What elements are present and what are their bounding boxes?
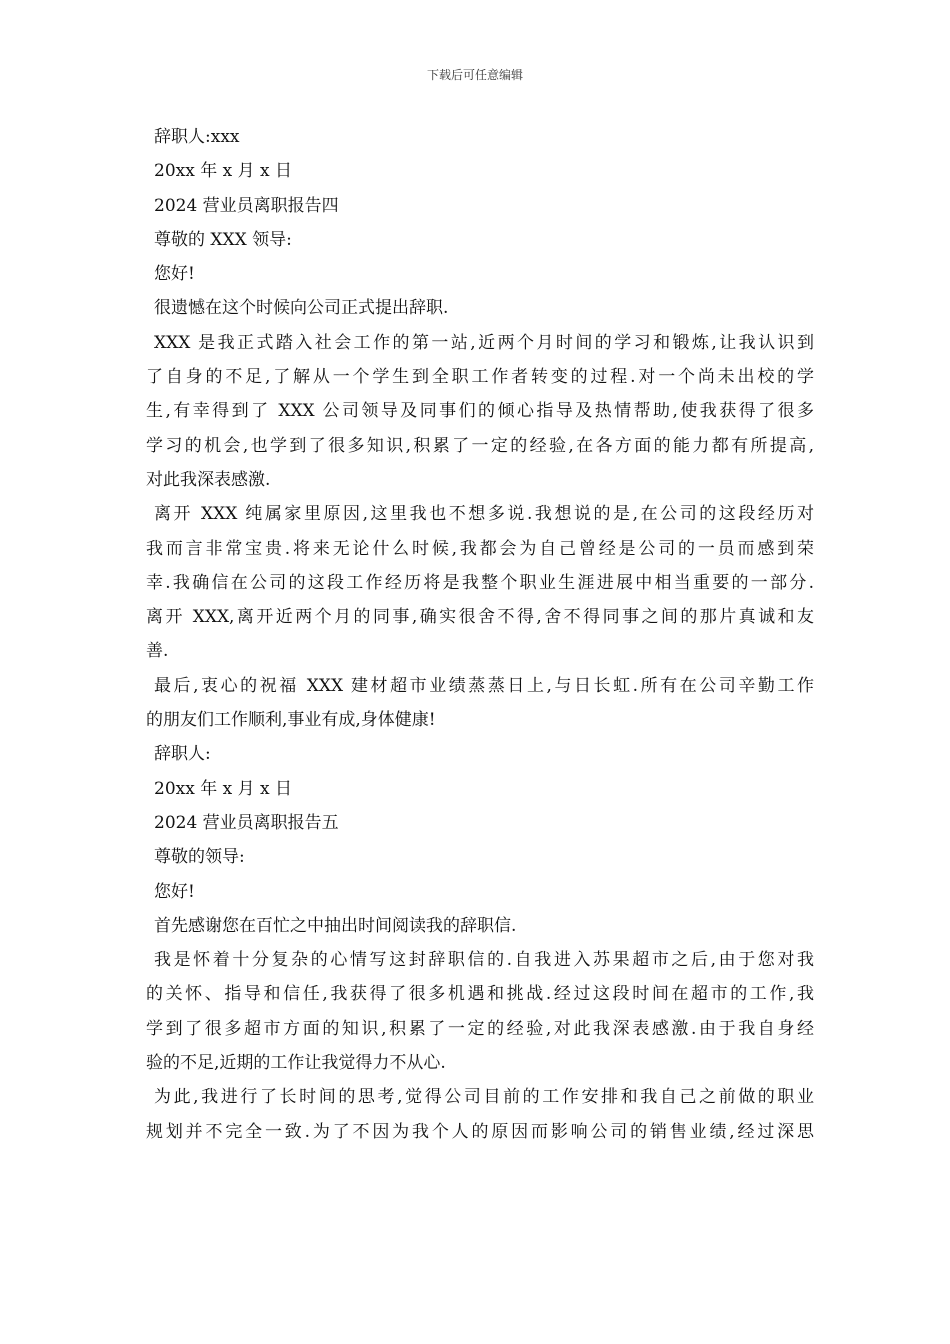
text-line: 学习的机会,也学到了很多知识,积累了一定的经验,在各方面的能力都有所提高, (146, 435, 814, 456)
text-line: 我是怀着十分复杂的心情写这封辞职信的.自我进入苏果超市之后,由于您对我 (154, 950, 814, 971)
text-line: 辞职人: (154, 744, 211, 765)
text-line: 对此我深表感激. (146, 469, 271, 490)
text-line: 离开 XXX,离开近两个月的同事,确实很舍不得,舍不得同事之间的那片真诚和友 (146, 607, 814, 628)
text-line: 20xx 年 x 月 x 日 (154, 161, 293, 182)
text-line: 学到了很多超市方面的知识,积累了一定的经验,对此我深表感激.由于我自身经 (146, 1018, 814, 1039)
text-line: 我而言非常宝贵.将来无论什么时候,我都会为自己曾经是公司的一员而感到荣 (146, 538, 814, 559)
text-line: 验的不足,近期的工作让我觉得力不从心. (146, 1053, 446, 1074)
text-line: 很遗憾在这个时候向公司正式提出辞职. (154, 298, 449, 319)
text-line: 为此,我进行了长时间的思考,觉得公司目前的工作安排和我自己之前做的职业 (154, 1087, 814, 1108)
text-line: 您好! (154, 264, 195, 285)
text-line: 尊敬的领导: (154, 847, 245, 868)
document-body (146, 120, 814, 1149)
text-line: 您好! (154, 881, 195, 902)
text-line: 首先感谢您在百忙之中抽出时间阅读我的辞职信. (154, 915, 517, 936)
text-line: 幸.我确信在公司的这段工作经历将是我整个职业生涯进展中相当重要的一部分. (146, 572, 814, 593)
text-line: 的关怀、指导和信任,我获得了很多机遇和挑战.经过这段时间在超市的工作,我 (146, 984, 814, 1005)
text-line: 辞职人:xxx (154, 127, 240, 147)
text-line: 善. (146, 641, 169, 662)
text-line: 的朋友们工作顺利,事业有成,身体健康! (146, 710, 436, 731)
text-line: 离开 XXX 纯属家里原因,这里我也不想多说.我想说的是,在公司的这段经历对 (154, 504, 814, 525)
text-line: 20xx 年 x 月 x 日 (154, 778, 293, 799)
text-line: XXX 是我正式踏入社会工作的第一站,近两个月时间的学习和锻炼,让我认识到 (154, 332, 814, 353)
text-line: 生,有幸得到了 XXX 公司领导及同事们的倾心指导及热情帮助,使我获得了很多 (146, 401, 814, 422)
text-line: 尊敬的 XXX 领导: (154, 229, 292, 250)
page-header: 下载后可任意编辑 (426, 68, 523, 82)
text-line: 最后,衷心的祝福 XXX 建材超市业绩蒸蒸日上,与日长虹.所有在公司辛勤工作 (154, 675, 814, 696)
text-line: 规划并不完全一致.为了不因为我个人的原因而影响公司的销售业绩,经过深思 (146, 1121, 814, 1142)
text-line: 2024 营业员离职报告五 (154, 812, 339, 833)
text-line: 2024 营业员离职报告四 (154, 195, 339, 216)
text-line: 了自身的不足,了解从一个学生到全职工作者转变的过程.对一个尚未出校的学 (146, 367, 814, 388)
